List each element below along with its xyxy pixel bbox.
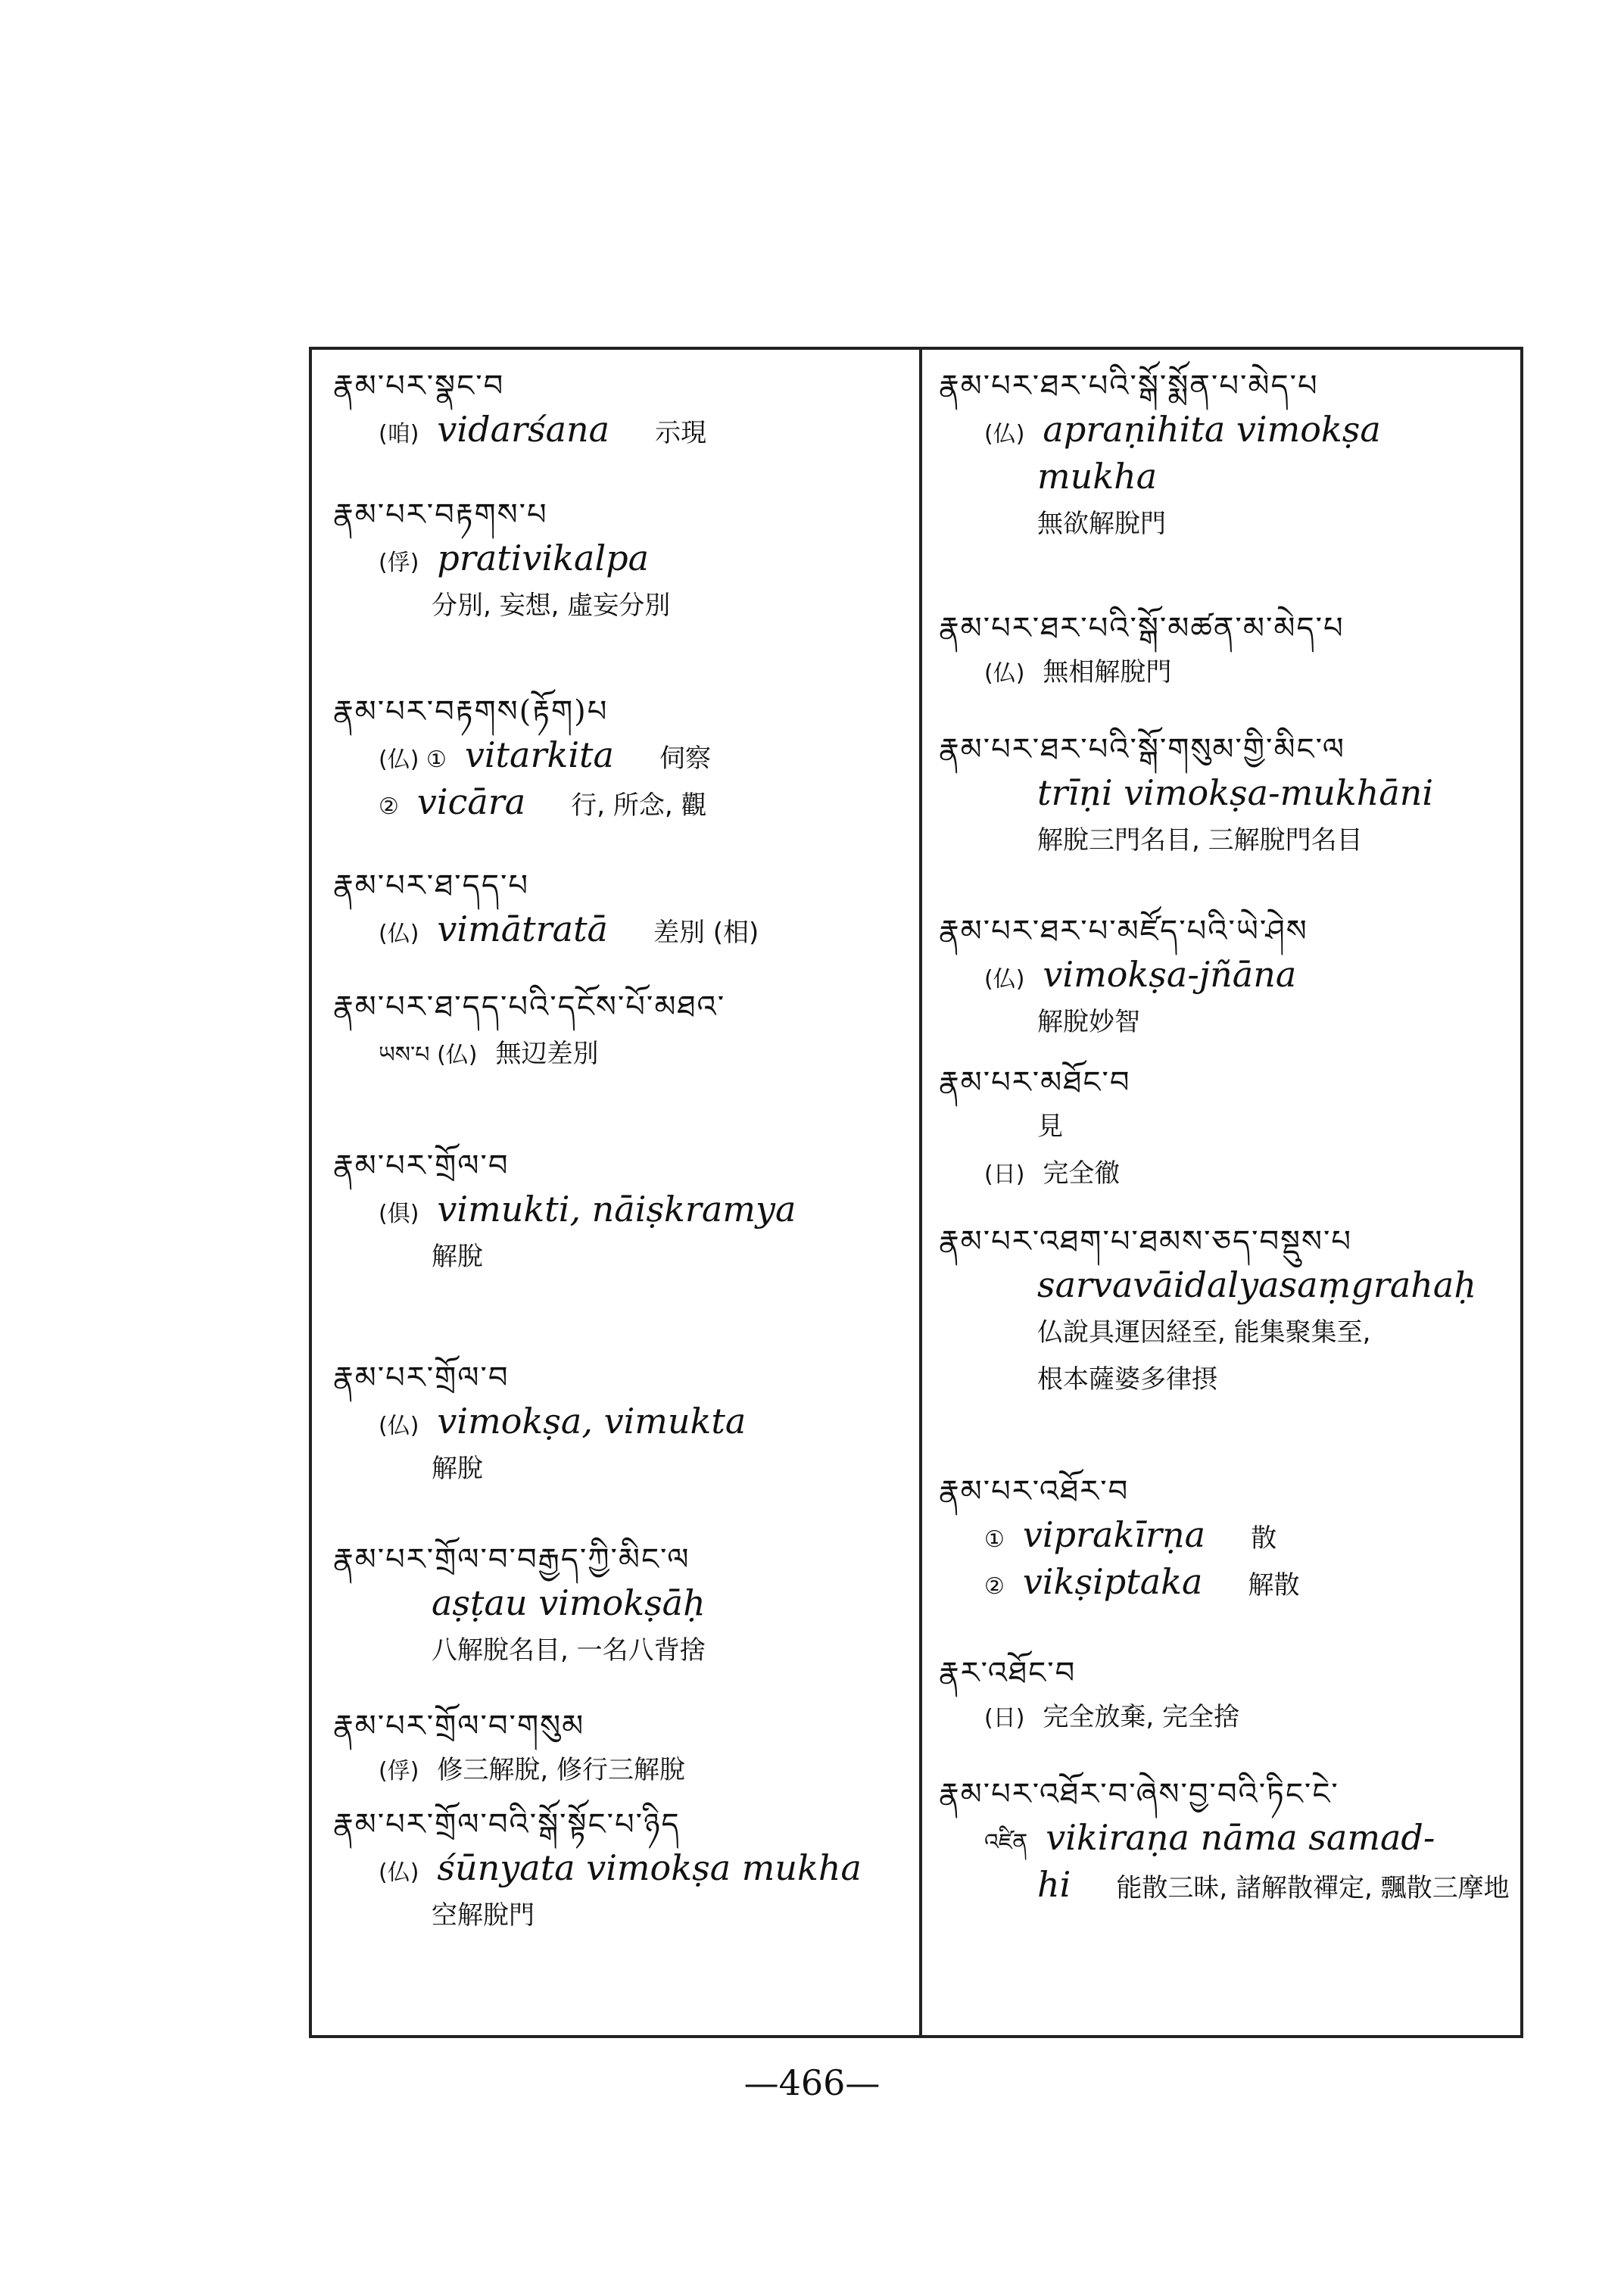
sanskrit-term: vimokṣa-jñāna [1043,954,1297,995]
chinese-gloss: 差別 (相) [653,918,759,948]
sanskrit-term: mukha [1037,456,1158,497]
language-tag: ② [379,793,399,820]
sanskrit-term: sarvavāidalyasaṃgrahaḥ [1037,1264,1476,1305]
entry-line [939,1358,1514,1405]
entry-line [333,909,909,955]
entry-line [939,1105,1514,1152]
entry-line [333,1582,909,1629]
language-tag: (日) [984,1705,1025,1731]
sanskrit-term: aṣṭau vimokṣāḥ [432,1582,706,1623]
chinese-gloss: 完全徹 [1043,1158,1121,1189]
dictionary-entry [333,863,909,955]
sanskrit-term: viprakīrṇa [1022,1514,1206,1555]
tibetan-headword: རྣམ་པར་མཐོང་བ [939,1065,1131,1100]
sanskrit-term: vimokṣa, vimukta [437,1401,747,1442]
entry-line [333,1749,909,1796]
chinese-gloss: 無辺差別 [495,1039,599,1069]
sanskrit-term: hi [1037,1864,1071,1905]
entry-line [333,409,909,456]
page-number: —466— [743,2062,881,2103]
entry-line [939,1152,1514,1199]
dictionary-entry [333,1703,909,1796]
entry-line [939,954,1514,1001]
chinese-gloss: 完全放棄, 完全捨 [1043,1702,1240,1732]
sanskrit-term: vitarkita [464,734,614,775]
dictionary-entry [939,1219,1514,1405]
chinese-gloss: 見 [1037,1111,1063,1142]
chinese-gloss: 示現 [655,418,707,448]
chinese-gloss: 解散 [1248,1570,1300,1601]
entry-line [939,1311,1514,1358]
entry-line [333,538,909,584]
entry-line [939,819,1514,866]
entry-line [939,1514,1514,1561]
tibetan-headword: རྣམ་པར་ཐ་དད་པའི་དངོས་པོ་མཐའ་ [333,990,726,1024]
language-tag: (仏) ① [379,746,447,773]
chinese-gloss: 解脫妙智 [1037,1007,1140,1037]
chinese-gloss: 伺察 [659,743,711,774]
language-tag: ཡས་པ (仏) [379,1042,478,1068]
entry-line [333,1030,909,1077]
tibetan-headword: རྣམ་པར་གྲོལ་བ [333,1149,510,1183]
dictionary-entry [333,689,909,828]
language-tag: (仏) [984,966,1025,993]
dictionary-entry [333,1537,909,1676]
dictionary-entry [939,606,1514,698]
language-tag: ① [984,1526,1005,1553]
tibetan-headword: རྣར་འཐོང་བ [939,1656,1077,1691]
tibetan-headword: རྣམ་པར་བརྟགས(རྟོག)པ [333,694,609,729]
chinese-gloss: 散 [1251,1523,1277,1554]
tibetan-headword: རྣམ་པར་འཐག་པ་ཐམས་ཅད་བསྡུས་པ [939,1224,1352,1259]
dictionary-entry [333,1355,909,1495]
tibetan-headword: རྣམ་པར་འཐོར་བ [939,1474,1130,1509]
entry-line [939,772,1514,819]
sanskrit-term: apraṇihita vimokṣa [1043,409,1381,450]
entry-line [333,1894,909,1941]
entry-line [333,1629,909,1676]
language-tag: (仏) [379,921,419,947]
chinese-gloss: 修三解脫, 修行三解脫 [437,1755,686,1785]
sanskrit-term: vimātratā [437,909,608,949]
chinese-gloss: 仏說具運因経至, 能集聚集至, [1037,1317,1371,1348]
entry-line [333,1847,909,1894]
chinese-gloss: 八解脫名目, 一名八背捨 [432,1635,706,1666]
chinese-gloss: 行, 所念, 觀 [571,790,707,821]
dictionary-entry [333,492,909,631]
entry-line [939,651,1514,698]
dictionary-entry [333,984,909,1077]
language-tag: (仏) [379,1413,419,1439]
tibetan-headword: རྣམ་པར་ཐར་པའི་སྒོ་གསུམ་གྱི་མིང་ལ [939,732,1346,767]
entry-line [939,456,1514,503]
sanskrit-term: vikiraṇa nāma samad- [1046,1817,1435,1858]
language-tag: ② [984,1573,1005,1600]
tibetan-headword: རྣམ་པར་ཐར་པའི་སྒོ་མཚན་མ་མེད་པ [939,611,1345,646]
language-tag: (俘) [379,550,419,576]
dictionary-entry [939,727,1514,866]
tibetan-headword: རྣམ་པར་གྲོལ་བ་བརྒྱད་ཀྱི་མིང་ལ [333,1542,690,1577]
entry-line [939,1561,1514,1608]
chinese-gloss: 解脫 [432,1242,483,1272]
sanskrit-term: trīṇi vimokṣa-mukhāni [1037,772,1434,813]
tibetan-headword: རྣམ་པར་གྲོལ་བ་གསུམ [333,1709,585,1744]
sanskrit-term: vikṣiptaka [1022,1561,1203,1602]
dictionary-entry [939,1469,1514,1608]
tibetan-headword: རྣམ་པར་གྲོལ་བའི་སྒོ་སྟོང་པ་ཉིད [333,1807,681,1842]
tibetan-headword: རྣམ་པར་སྣང་བ [333,369,505,404]
entry-line [333,1401,909,1448]
dictionary-entry [333,1143,909,1283]
entry-line [939,1001,1514,1048]
entry-line [939,409,1514,456]
dictionary-entry [333,363,909,456]
sanskrit-term: prativikalpa [437,538,650,578]
chinese-gloss: 解脫 [432,1454,483,1484]
entry-line [333,781,909,828]
chinese-gloss: 無欲解脫門 [1037,509,1166,539]
entry-line [333,734,909,781]
tibetan-headword: རྣམ་པར་ཐར་པའི་སྒོ་སྨོན་པ་མེད་པ [939,369,1319,404]
sanskrit-term: vicāra [416,781,526,822]
dictionary-entry [939,1060,1514,1199]
tibetan-headword: རྣམ་པར་ཐ་དད་པ [333,868,530,903]
language-tag: (仏) [984,660,1025,687]
tibetan-headword: རྣམ་པར་བརྟགས་པ [333,497,548,532]
tibetan-headword: རྣམ་པར་འཐོར་བ་ཞེས་བྱ་བའི་ཏིང་ངེ་ [939,1777,1339,1812]
sanskrit-term: vidarśana [437,409,610,450]
tibetan-headword: རྣམ་པར་གྲོལ་བ [333,1361,510,1395]
chinese-gloss: 能散三昧, 諸解散禪定, 飄散三摩地 [1116,1873,1510,1903]
dictionary-entry [939,1772,1514,1911]
entry-line [939,503,1514,550]
entry-line [333,584,909,631]
dictionary-entry [939,1650,1514,1743]
entry-line [333,1189,909,1236]
sanskrit-term: vimukti, nāiṣkramya [437,1189,796,1230]
column-divider [919,347,922,2038]
language-tag: (仏) [984,421,1025,447]
dictionary-entry [333,1802,909,1941]
entry-line [939,1696,1514,1743]
entry-line [333,1236,909,1283]
chinese-gloss: 根本薩婆多律摂 [1037,1364,1217,1395]
language-tag: (咱) [379,421,419,447]
language-tag: འཛིན [984,1829,1028,1856]
chinese-gloss: 空解脫門 [432,1900,535,1931]
language-tag: (仏) [379,1859,419,1886]
language-tag: (俱) [379,1201,419,1227]
chinese-gloss: 分別, 妄想, 虛妄分別 [432,591,671,621]
dictionary-entry [939,363,1514,550]
entry-line [939,1864,1514,1911]
chinese-gloss: 解脫三門名目, 三解脫門名目 [1037,825,1363,856]
chinese-gloss: 無相解脫門 [1043,657,1172,687]
entry-line [333,1448,909,1495]
tibetan-headword: རྣམ་པར་ཐར་པ་མཛོད་པའི་ཡེ་ཤེས [939,914,1308,949]
sanskrit-term: śūnyata vimokṣa mukha [437,1847,862,1888]
language-tag: (日) [984,1161,1025,1188]
language-tag: (俘) [379,1758,419,1784]
entry-line [939,1264,1514,1311]
entry-line [939,1817,1514,1864]
dictionary-entry [939,909,1514,1048]
